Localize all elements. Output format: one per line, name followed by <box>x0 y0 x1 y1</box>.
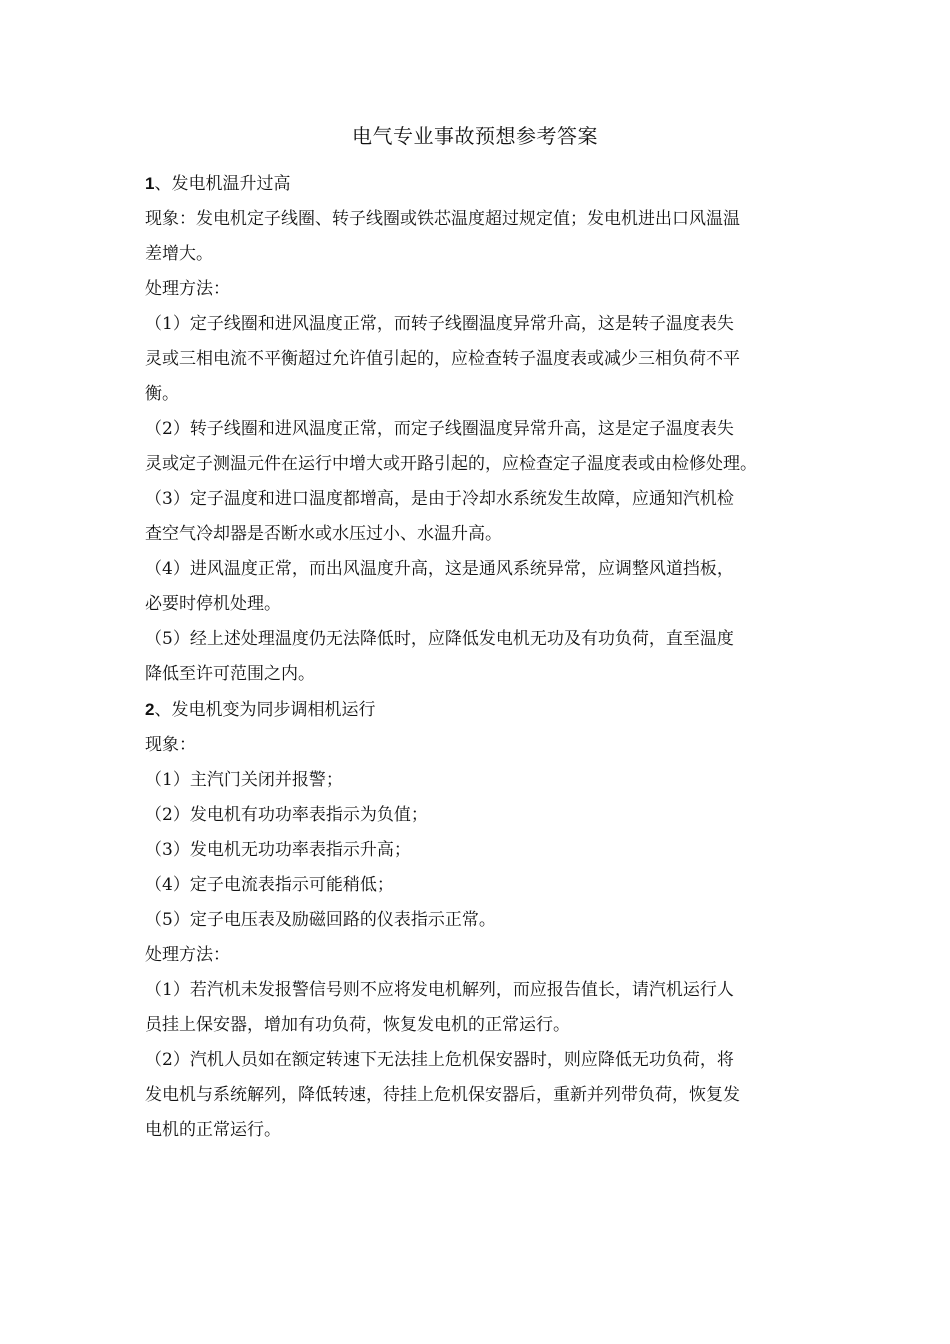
section-2-phenomenon-item: （2）发电机有功功率表指示为负值； <box>145 805 428 825</box>
section-2-phenomenon-item: （4）定子电流表指示可能稍低； <box>145 875 394 895</box>
section-1-phenomenon-line: 现象：发电机定子线圈、转子线圈或铁芯温度超过规定值；发电机进出口风温温 <box>145 209 740 229</box>
section-2-phenomenon-label: 现象： <box>145 735 196 755</box>
document-title: 电气专业事故预想参考答案 <box>352 124 598 148</box>
section-1-item-line: 查空气冷却器是否断水或水压过小、水温升高。 <box>145 524 502 544</box>
section-1-heading <box>145 166 815 202</box>
section-1-item-line: 衡。 <box>145 384 179 404</box>
section-1-phenomenon-line: 差增大。 <box>145 244 213 264</box>
section-1-item-line: （5）经上述处理温度仍无法降低时，应降低发电机无功及有功负荷，直至温度 <box>145 629 734 649</box>
section-2-phenomenon-item: （5）定子电压表及励磁回路的仪表指示正常。 <box>145 910 496 930</box>
document-body <box>145 166 815 1148</box>
section-2-phenomenon-item: （3）发电机无功功率表指示升高； <box>145 840 411 860</box>
section-2-item-line: （1）若汽机未发报警信号则不应将发电机解列，而应报告值长，请汽机运行人 <box>145 980 734 1000</box>
section-1-item-line: （1）定子线圈和进风温度正常，而转子线圈温度异常升高，这是转子温度表失 <box>145 314 734 334</box>
section-1-title: 、发电机温升过高 <box>154 174 291 194</box>
section-2-phenomenon-item: （1）主汽门关闭并报警； <box>145 770 343 790</box>
section-2-title: 、发电机变为同步调相机运行 <box>154 700 376 720</box>
section-1-item-line: （3）定子温度和进口温度都增高，是由于冷却水系统发生故障，应通知汽机检 <box>145 489 734 509</box>
section-2-item-line: （2）汽机人员如在额定转速下无法挂上危机保安器时，则应降低无功负荷，将 <box>145 1050 734 1070</box>
section-2-item-line: 电机的正常运行。 <box>145 1120 281 1140</box>
section-1-number: 1 <box>145 174 155 193</box>
section-1-item-line: 必要时停机处理。 <box>145 594 281 614</box>
section-2-method-label: 处理方法： <box>145 945 230 965</box>
section-2-number: 2 <box>145 700 155 719</box>
section-1-item-line: 灵或三相电流不平衡超过允许值引起的，应检查转子温度表或减少三相负荷不平 <box>145 349 740 369</box>
section-1-method-label: 处理方法： <box>145 279 230 299</box>
section-2-item-line: 员挂上保安器，增加有功负荷，恢复发电机的正常运行。 <box>145 1015 570 1035</box>
section-1-item-line: （4）进风温度正常，而出风温度升高，这是通风系统异常，应调整风道挡板， <box>145 559 734 579</box>
section-2-heading <box>145 692 815 728</box>
section-1-item-line: 灵或定子测温元件在运行中增大或开路引起的，应检查定子温度表或由检修处理。 <box>145 454 757 474</box>
section-2-item-line: 发电机与系统解列，降低转速，待挂上危机保安器后，重新并列带负荷，恢复发 <box>145 1085 740 1105</box>
section-1-item-line: 降低至许可范围之内。 <box>145 664 315 684</box>
section-1-item-line: （2）转子线圈和进风温度正常，而定子线圈温度异常升高，这是定子温度表失 <box>145 419 734 439</box>
